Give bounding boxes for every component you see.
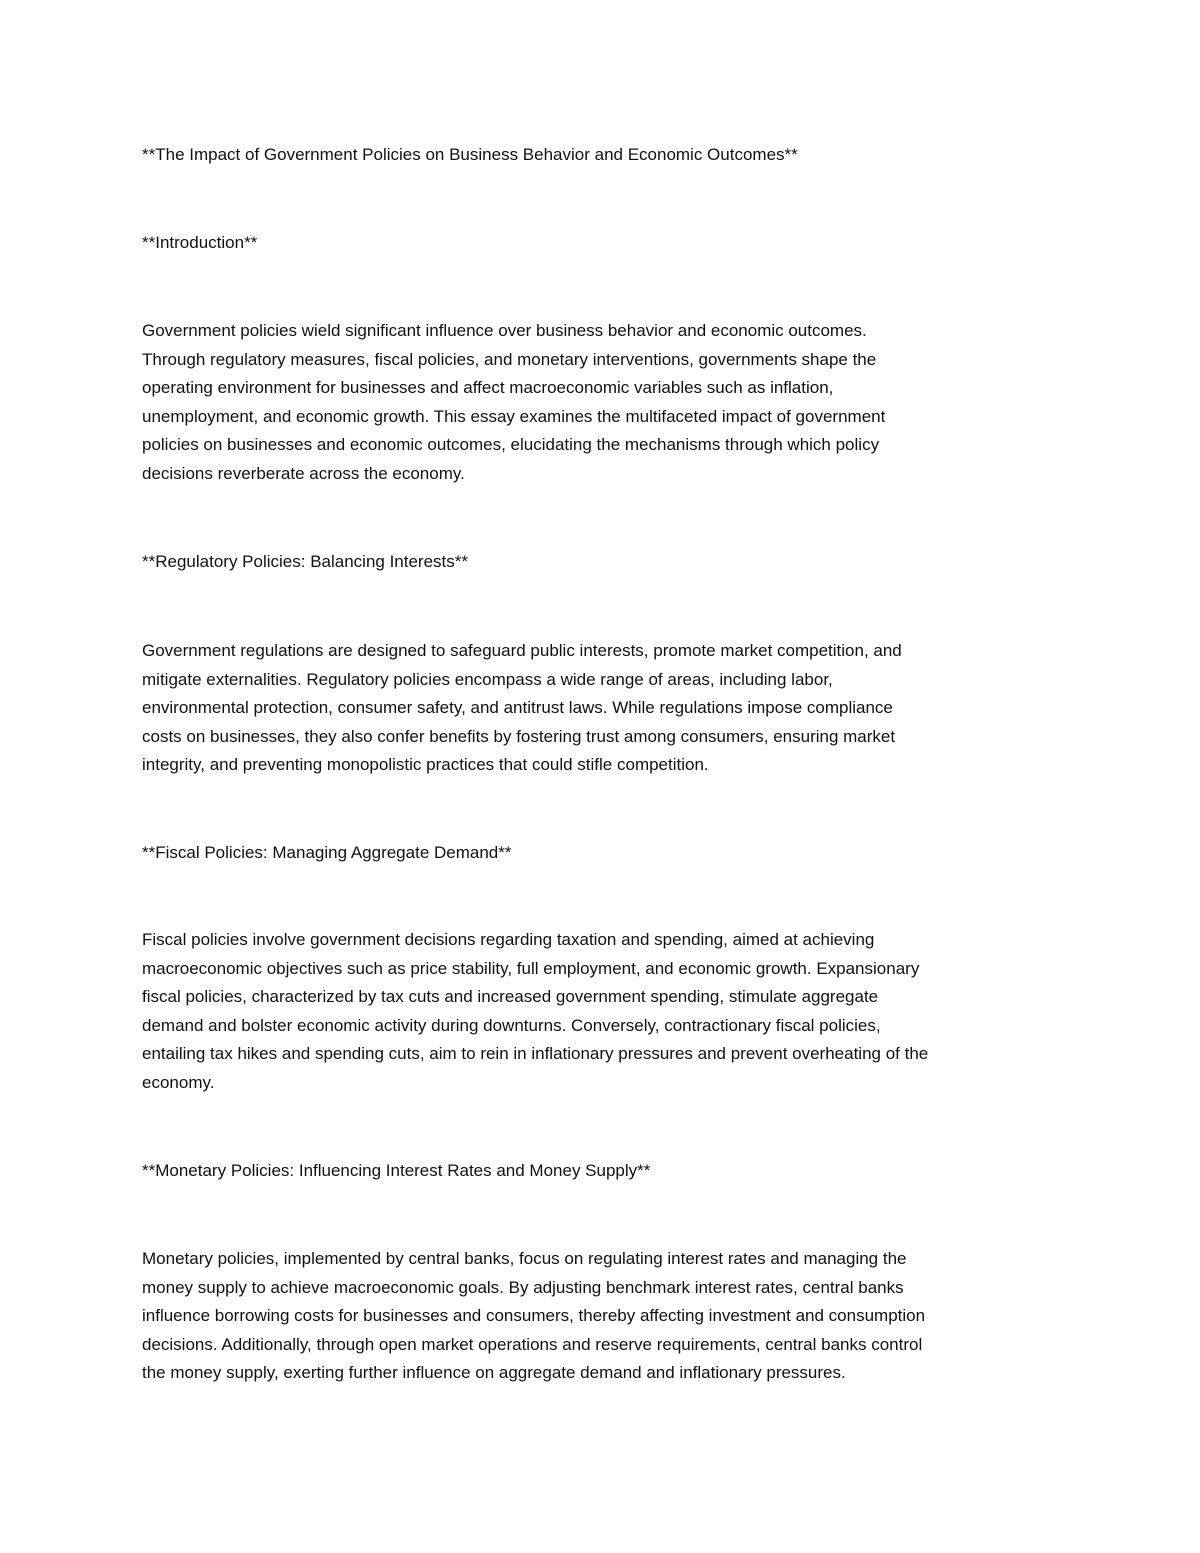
paragraph-line: fiscal policies, characterized by tax cuts and increased government spending, stimulate aggregate: [142, 987, 879, 1007]
paragraph-line: demand and bolster economic activity during downturns. Conversely, contractionary fiscal policies,: [142, 1015, 881, 1035]
paragraph-line: economy.: [142, 1072, 215, 1092]
section-heading-fiscal: **Fiscal Policies: Managing Aggregate Demand**: [142, 843, 512, 862]
paragraph-line: decisions reverberate across the economy.: [142, 463, 465, 483]
paragraph-line: decisions. Additionally, through open market operations and reserve requirements, central banks control: [142, 1334, 923, 1354]
section-body-monetary: [142, 1245, 1072, 1388]
section-body-fiscal: [142, 926, 1072, 1098]
paragraph-line: unemployment, and economic growth. This essay examines the multifaceted impact of government: [142, 406, 886, 426]
section-heading-regulatory: **Regulatory Policies: Balancing Interests**: [142, 552, 469, 571]
paragraph-line: the money supply, exerting further influence on aggregate demand and inflationary pressures.: [142, 1363, 846, 1383]
paragraph-line: costs on businesses, they also confer benefits by fostering trust among consumers, ensuring market: [142, 726, 896, 746]
section-body-introduction: [142, 317, 1072, 489]
document-title: **The Impact of Government Policies on Business Behavior and Economic Outcomes**: [142, 145, 798, 164]
paragraph-line: environmental protection, consumer safety, and antitrust laws. While regulations impose compliance: [142, 698, 893, 718]
paragraph-line: Government policies wield significant influence over business behavior and economic outcomes.: [142, 321, 867, 340]
paragraph-line: Monetary policies, implemented by central banks, focus on regulating interest rates and managing the: [142, 1249, 907, 1268]
paragraph-line: entailing tax hikes and spending cuts, aim to rein in inflationary pressures and prevent overheating of the: [142, 1044, 929, 1064]
paragraph-line: macroeconomic objectives such as price stability, full employment, and economic growth. Expansionary: [142, 958, 920, 978]
section-body-regulatory: [142, 637, 1072, 780]
paragraph-line: Fiscal policies involve government decisions regarding taxation and spending, aimed at achieving: [142, 930, 875, 949]
paragraph-line: money supply to achieve macroeconomic goals. By adjusting benchmark interest rates, central banks: [142, 1277, 904, 1297]
paragraph-line: operating environment for businesses and affect macroeconomic variables such as inflation,: [142, 378, 834, 398]
paragraph-line: mitigate externalities. Regulatory policies encompass a wide range of areas, including labor,: [142, 669, 833, 689]
paragraph-line: integrity, and preventing monopolistic practices that could stifle competition.: [142, 755, 709, 775]
section-heading-monetary: **Monetary Policies: Influencing Interest Rates and Money Supply**: [142, 1161, 651, 1180]
paragraph-line: Through regulatory measures, fiscal policies, and monetary interventions, governments shape the: [142, 349, 877, 369]
paragraph-line: influence borrowing costs for businesses and consumers, thereby affecting investment and consumption: [142, 1306, 926, 1326]
paragraph-line: Government regulations are designed to safeguard public interests, promote market competition, and: [142, 641, 902, 660]
paragraph-line: policies on businesses and economic outcomes, elucidating the mechanisms through which policy: [142, 435, 880, 455]
section-heading-introduction: **Introduction**: [142, 233, 258, 252]
